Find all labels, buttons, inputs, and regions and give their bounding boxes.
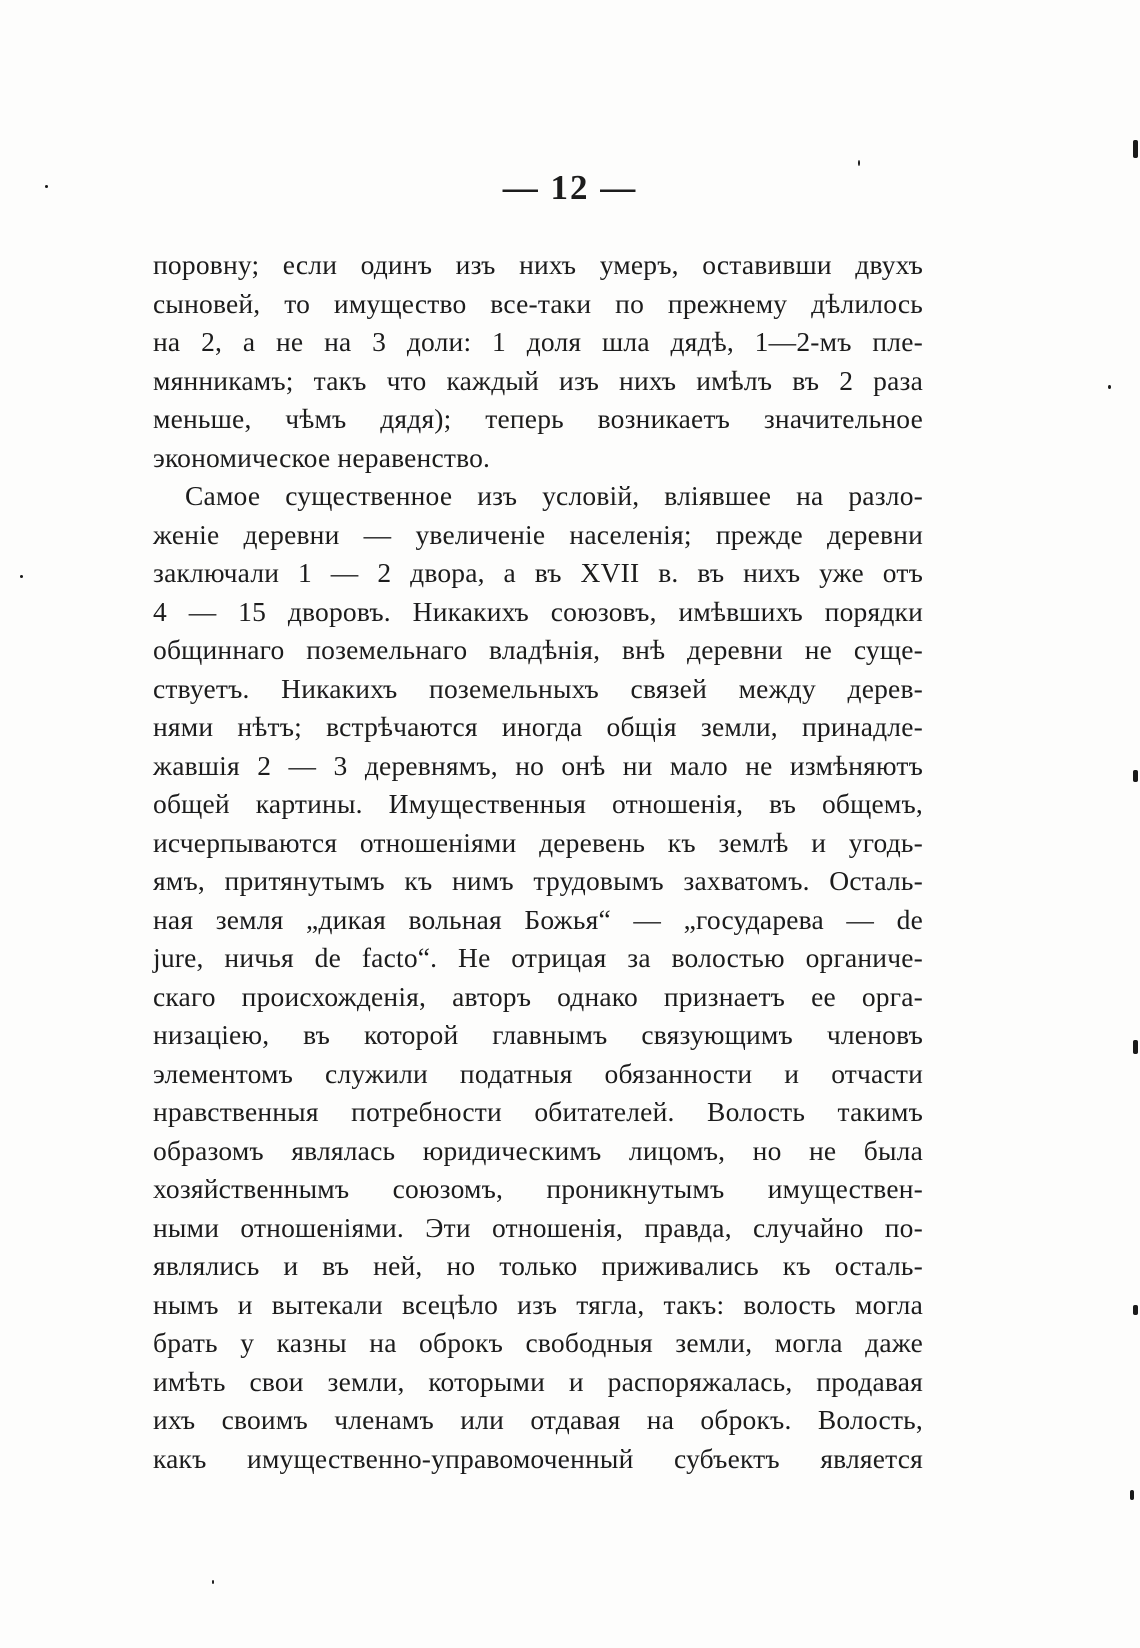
- text-line: сыновей, то имущество все-таки по прежнему дѣлилось: [153, 287, 923, 319]
- scan-speck: [1130, 1490, 1134, 1500]
- text-line: жавшія 2 — 3 деревнямъ, но онѣ ни мало не измѣняютъ: [153, 749, 923, 781]
- text-line: ихъ своимъ членамъ или отдавая на оброкъ. Волость,: [153, 1404, 923, 1435]
- scan-speck: [212, 1580, 214, 1584]
- text-line: нравственныя потребности обитателей. Волость такимъ: [153, 1096, 923, 1127]
- text-line: образомъ являлась юридическимъ лицомъ, но не была: [153, 1134, 923, 1166]
- text-line: женіе деревни — увеличеніе населенія; прежде деревни: [153, 518, 923, 550]
- scan-speck: [858, 160, 860, 166]
- text-line: хозяйственнымъ союзомъ, проникнутымъ имуществен-: [153, 1173, 923, 1204]
- page-number: — 12 —: [502, 168, 638, 207]
- text-line: ямъ, притянутымъ къ нимъ трудовымъ захватомъ. Осталь-: [153, 865, 923, 896]
- scan-speck: [1133, 1040, 1138, 1054]
- text-line: ная земля „дикая вольная Божья“ — „государева — de: [153, 903, 923, 935]
- text-line: jure, ничья de facto“. Не отрицая за волостью органиче-: [153, 942, 923, 973]
- text-line: поровну; если одинъ изъ нихъ умеръ, оставивши двухъ: [153, 249, 923, 280]
- text-line: низаціею, въ которой главнымъ связующимъ членовъ: [153, 1019, 923, 1050]
- scan-speck: [20, 575, 23, 578]
- text-line: элементомъ служили податныя обязанности и отчасти: [153, 1057, 923, 1089]
- text-line: исчерпываются отношеніями деревень къ землѣ и угодь-: [153, 826, 923, 858]
- text-line: заключали 1 — 2 двора, а въ XVII в. въ нихъ уже отъ: [153, 557, 923, 588]
- text-line: экономическое неравенство.: [153, 441, 491, 473]
- text-line: мянникамъ; такъ что каждый изъ нихъ имѣлъ въ 2 раза: [153, 364, 923, 396]
- text-line: являлись и въ ней, но только приживались къ осталь-: [153, 1250, 923, 1281]
- text-line: брать у казны на оброкъ свободныя земли, могла даже: [153, 1327, 923, 1358]
- scan-speck: [45, 185, 48, 188]
- body-text: [153, 246, 923, 1478]
- text-line: общиннаго поземельнаго владѣнія, внѣ деревни не суще-: [153, 634, 923, 665]
- scan-speck: [1108, 385, 1111, 389]
- text-line: ными отношеніями. Эти отношенія, правда, случайно по-: [153, 1211, 923, 1243]
- text-line: скаго происхожденія, авторъ однако признаетъ ее орга-: [153, 980, 923, 1012]
- text-line: меньше, чѣмъ дядя); теперь возникаетъ значительное: [153, 403, 923, 434]
- text-line: 4 — 15 дворовъ. Никакихъ союзовъ, имѣвшихъ порядки: [153, 595, 923, 627]
- text-line: ствуетъ. Никакихъ поземельныхъ связей между дерев-: [153, 672, 923, 704]
- scan-speck: [1133, 1305, 1138, 1315]
- text-line: нями нѣтъ; встрѣчаются иногда общія земли, принадле-: [153, 711, 923, 742]
- text-line: какъ имущественно-управомоченный субъектъ является: [153, 1442, 923, 1474]
- text-line: на 2, а не на 3 доли: 1 доля шла дядѣ, 1—2-мъ пле-: [153, 326, 923, 357]
- scan-speck: [1133, 140, 1138, 158]
- text-line: имѣть свои земли, которыми и распоряжалась, продавая: [153, 1365, 923, 1397]
- scan-speck: [1133, 770, 1138, 782]
- text-line: общей картины. Имущественныя отношенія, въ общемъ,: [153, 788, 923, 819]
- text-line: Самое существенное изъ условій, вліявшее на разло-: [185, 480, 923, 511]
- text-line: нымъ и вытекали всецѣло изъ тягла, такъ: волость могла: [153, 1288, 923, 1320]
